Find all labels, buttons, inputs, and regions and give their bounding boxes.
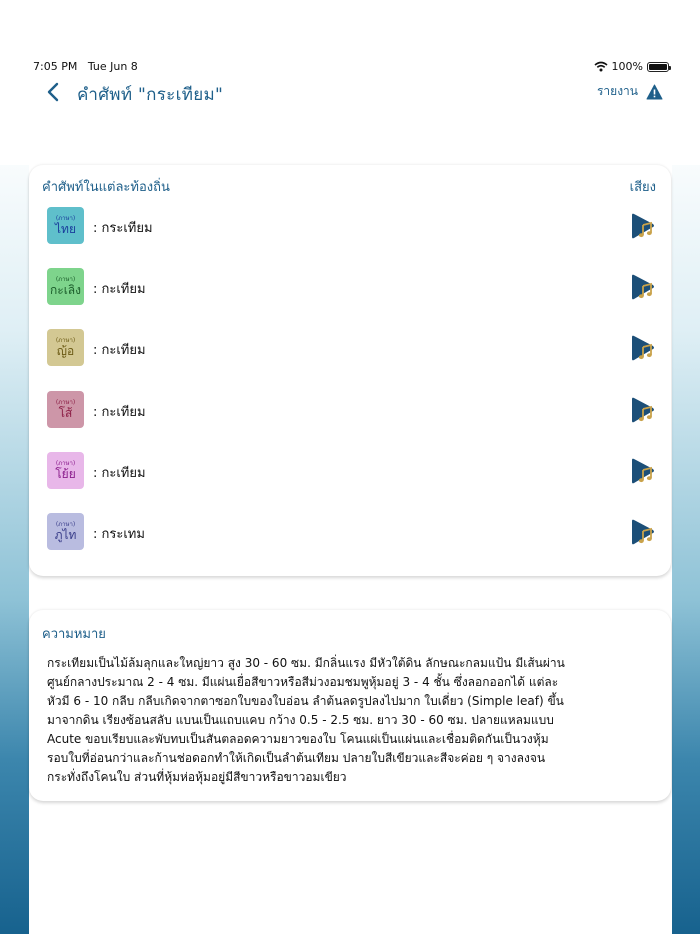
term-row <box>47 268 655 306</box>
term-word: : กะเทียม <box>93 405 146 420</box>
language-badge-caption: (ภาษา) <box>55 215 76 222</box>
term-row <box>47 329 655 367</box>
local-terms-title: คำศัพท์ในแต่ละท้องถิ่น <box>42 180 170 195</box>
battery-icon <box>647 62 669 72</box>
warning-icon <box>646 84 663 100</box>
language-name: ภูไท <box>54 528 77 542</box>
language-badge <box>47 268 84 305</box>
language-badge <box>47 513 84 550</box>
language-badge-caption: (ภาษา) <box>55 521 76 528</box>
meaning-card <box>29 610 671 801</box>
play-audio-icon[interactable] <box>629 396 655 424</box>
wifi-icon <box>594 61 608 72</box>
navigation-bar <box>0 78 700 106</box>
term-row <box>47 513 655 551</box>
term-word: : กระเทม <box>93 527 145 542</box>
page-title: คำศัพท์ "กระเทียม" <box>77 85 224 105</box>
language-name: โย้ย <box>55 467 76 481</box>
language-badge-caption: (ภาษา) <box>55 460 76 467</box>
term-row <box>47 391 655 429</box>
language-name: ไทย <box>55 222 76 236</box>
battery-percent: 100% <box>611 60 643 73</box>
language-badge <box>47 329 84 366</box>
language-badge <box>47 452 84 489</box>
sound-column-label: เสียง <box>629 180 656 195</box>
language-badge <box>47 207 84 244</box>
term-row <box>47 207 655 245</box>
status-bar <box>0 60 700 76</box>
local-terms-card <box>29 165 671 576</box>
meaning-text: กระเทียมเป็นไม้ล้มลุกและใหญ่ยาว สูง 30 - 60 ซม. มีกลิ่นแรง มีหัวใต้ดิน ลักษณะกลมแป้น มีเส้นผ่านศูนย์กลางประมาณ 2 - 4 ซม. มีแผ่นเยื่อสีขาวหรือสีม่วงอมชมพูหุ้มอยู่ 3 - 4 ชั้น ซึ่งลอกออกได้ แต่ละหัวมี 6 - 10 กลีบ กลีบเกิดจากตาซอกใบของใบอ่อน ลำต้นลดรูปลงไปมาก ใบเดี่ยว (Simple leaf) ขึ้นมาจากดิน เรียงซ้อนสลับ แบนเป็นแถบแคบ กว้าง 0.5 - 2.5 ซม. ยาว 30 - 60 ซม. ปลายแหลมแบบ Acute ขอบเรียบและพับทบเป็นสันตลอดความยาวของใบ โคนแผ่เป็นแผ่นและเชื่อมติดกันเป็นวงหุ้มรอบใบที่อ่อนกว่าและก้านช่อดอกทำให้เกิดเป็นลำต้นเทียม ปลายใบสีเขียวและสีจะค่อย ๆ จางลงจนกระทั่งถึงโคนใบ ส่วนที่หุ้มห่อหุ้มอยู่มีสีขาวหรือขาวอมเขียว <box>47 656 565 784</box>
play-audio-icon[interactable] <box>629 457 655 485</box>
term-word: : กะเทียม <box>93 466 146 481</box>
language-name: กะเลิง <box>49 283 82 297</box>
play-audio-icon[interactable] <box>629 273 655 301</box>
report-label: รายงาน <box>596 84 638 98</box>
play-audio-icon[interactable] <box>629 212 655 240</box>
meaning-title: ความหมาย <box>42 627 106 642</box>
language-badge <box>47 391 84 428</box>
status-right <box>594 60 669 73</box>
term-word: : กระเทียม <box>93 221 153 236</box>
term-word: : กะเทียม <box>93 282 146 297</box>
play-audio-icon[interactable] <box>629 334 655 362</box>
play-audio-icon[interactable] <box>629 518 655 546</box>
term-word: : กะเทียม <box>93 343 146 358</box>
language-badge-caption: (ภาษา) <box>55 399 76 406</box>
status-clock: 7:05 PM <box>33 60 78 73</box>
language-badge-caption: (ภาษา) <box>55 337 76 344</box>
language-name: ญ้อ <box>56 344 75 358</box>
report-button[interactable] <box>597 82 663 101</box>
language-name: โส้ <box>58 406 73 420</box>
language-badge-caption: (ภาษา) <box>55 276 76 283</box>
status-date: Tue Jun 8 <box>87 60 138 73</box>
back-chevron-icon[interactable] <box>44 80 64 104</box>
status-time <box>33 60 138 73</box>
term-row <box>47 452 655 490</box>
